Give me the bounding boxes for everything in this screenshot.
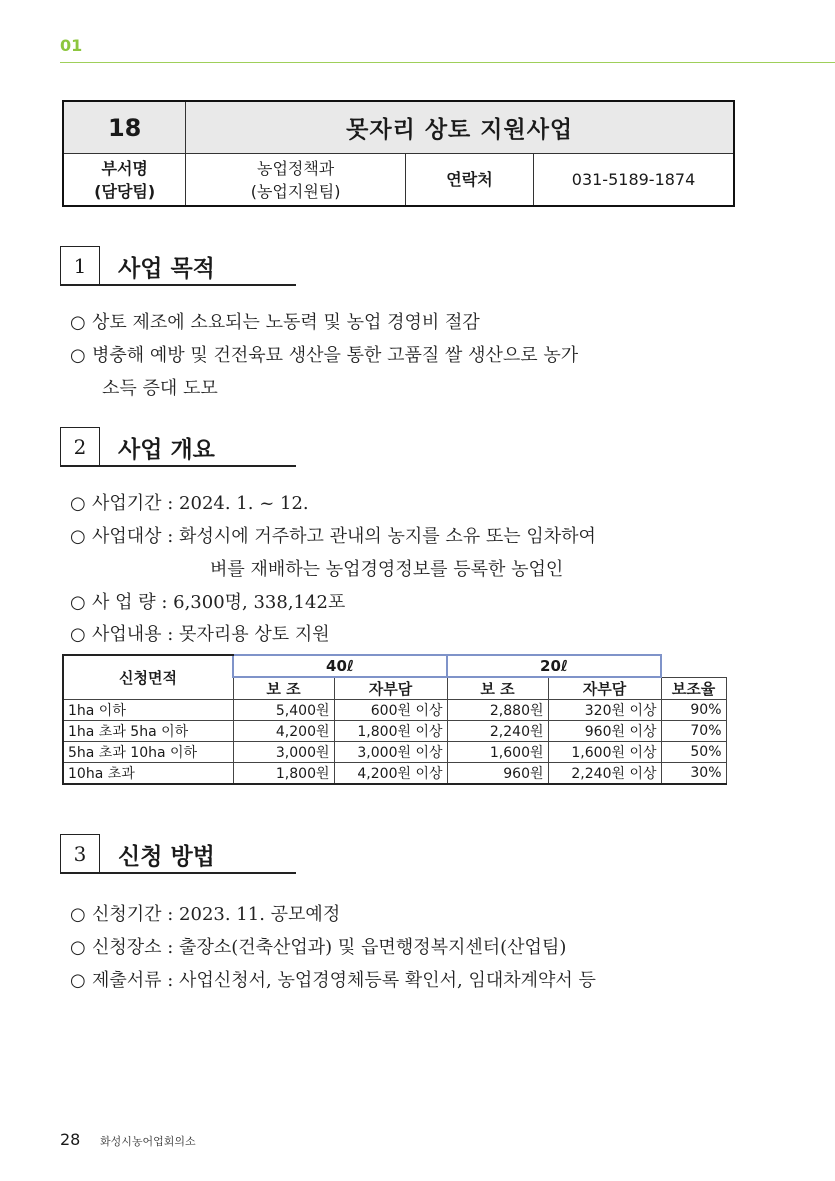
support-header: 보 조 xyxy=(233,677,334,700)
program-number: 18 xyxy=(63,101,186,154)
group-40-header: 40ℓ xyxy=(233,655,447,677)
circle-bullet-icon: ○ xyxy=(70,312,86,333)
dept-value xyxy=(186,154,406,207)
chapter-rule xyxy=(60,62,835,63)
table-row: 10ha 초과 1,800원 4,200원 이상 960원 2,240원 이상 30% xyxy=(63,763,726,785)
list-item: ○ 제출서류 : 사업신청서, 농업경영체등록 확인서, 임대차계약서 등 xyxy=(70,970,596,991)
dept-label xyxy=(63,154,186,207)
list-item: ○ 사 업 량 : 6,300명, 338,142포 xyxy=(70,592,346,613)
self-pay-header: 자부담 xyxy=(548,677,661,700)
circle-bullet-icon: ○ xyxy=(70,624,86,645)
page-number: 28 xyxy=(60,1130,81,1149)
table-row: 5ha 초과 10ha 이하 3,000원 3,000원 이상 1,600원 1,600원 이상 50% xyxy=(63,742,726,763)
list-item: ○ 신청기간 : 2023. 11. 공모예정 xyxy=(70,904,341,925)
section-number: 3 xyxy=(60,834,100,874)
circle-bullet-icon: ○ xyxy=(70,937,86,958)
rate-header: 보조율 xyxy=(661,677,726,700)
area-header: 신청면적 xyxy=(63,655,233,700)
list-item: ○ 상토 제조에 소요되는 노동력 및 농업 경영비 절감 xyxy=(70,312,480,333)
self-pay-header: 자부담 xyxy=(334,677,447,700)
list-item: ○ 사업기간 : 2024. 1. ~ 12. xyxy=(70,493,309,514)
footer-org: 화성시농어업회의소 xyxy=(100,1135,196,1148)
support-header: 보 조 xyxy=(447,677,548,700)
section-number: 2 xyxy=(60,427,100,467)
dept-value-line2: (농업지원팀) xyxy=(250,181,341,201)
list-item-continuation: 소득 증대 도모 xyxy=(102,378,218,399)
contact-label: 연락처 xyxy=(405,154,533,207)
section-title: 신청 방법 xyxy=(118,844,215,870)
section-underline xyxy=(60,872,296,874)
circle-bullet-icon: ○ xyxy=(70,493,86,514)
section-title: 사업 개요 xyxy=(118,437,215,463)
dept-label-line2: (담당팀) xyxy=(94,181,156,201)
list-item: ○ 사업내용 : 못자리용 상토 지원 xyxy=(70,624,330,645)
circle-bullet-icon: ○ xyxy=(70,970,86,991)
program-header-table xyxy=(62,100,735,207)
chapter-number: 01 xyxy=(60,36,83,55)
table-row: 1ha 초과 5ha 이하 4,200원 1,800원 이상 2,240원 960원 이상 70% xyxy=(63,721,726,742)
group-20-header: 20ℓ xyxy=(447,655,661,677)
circle-bullet-icon: ○ xyxy=(70,526,86,547)
section-underline xyxy=(60,465,296,467)
dept-label-line1: 부서명 xyxy=(101,158,148,178)
dept-value-line1: 농업정책과 xyxy=(256,158,335,178)
program-title: 못자리 상토 지원사업 xyxy=(186,101,734,154)
contact-value: 031-5189-1874 xyxy=(534,154,734,207)
section-underline xyxy=(60,284,296,286)
list-item: ○ 병충해 예방 및 건전육묘 생산을 통한 고품질 쌀 생산으로 농가 xyxy=(70,345,579,366)
circle-bullet-icon: ○ xyxy=(70,345,86,366)
list-item: ○ 신청장소 : 출장소(건축산업과) 및 읍면행정복지센터(산업팀) xyxy=(70,937,567,958)
circle-bullet-icon: ○ xyxy=(70,592,86,613)
section-title: 사업 목적 xyxy=(118,256,215,282)
section-number: 1 xyxy=(60,246,100,286)
rate-header-spacer xyxy=(661,655,726,677)
table-row: 1ha 이하 5,400원 600원 이상 2,880원 320원 이상 90% xyxy=(63,700,726,721)
list-item-continuation: 벼를 재배하는 농업경영정보를 등록한 농업인 xyxy=(210,559,564,580)
list-item: ○ 사업대상 : 화성시에 거주하고 관내의 농지를 소유 또는 임차하여 xyxy=(70,526,596,547)
circle-bullet-icon: ○ xyxy=(70,904,86,925)
support-table xyxy=(62,654,727,785)
